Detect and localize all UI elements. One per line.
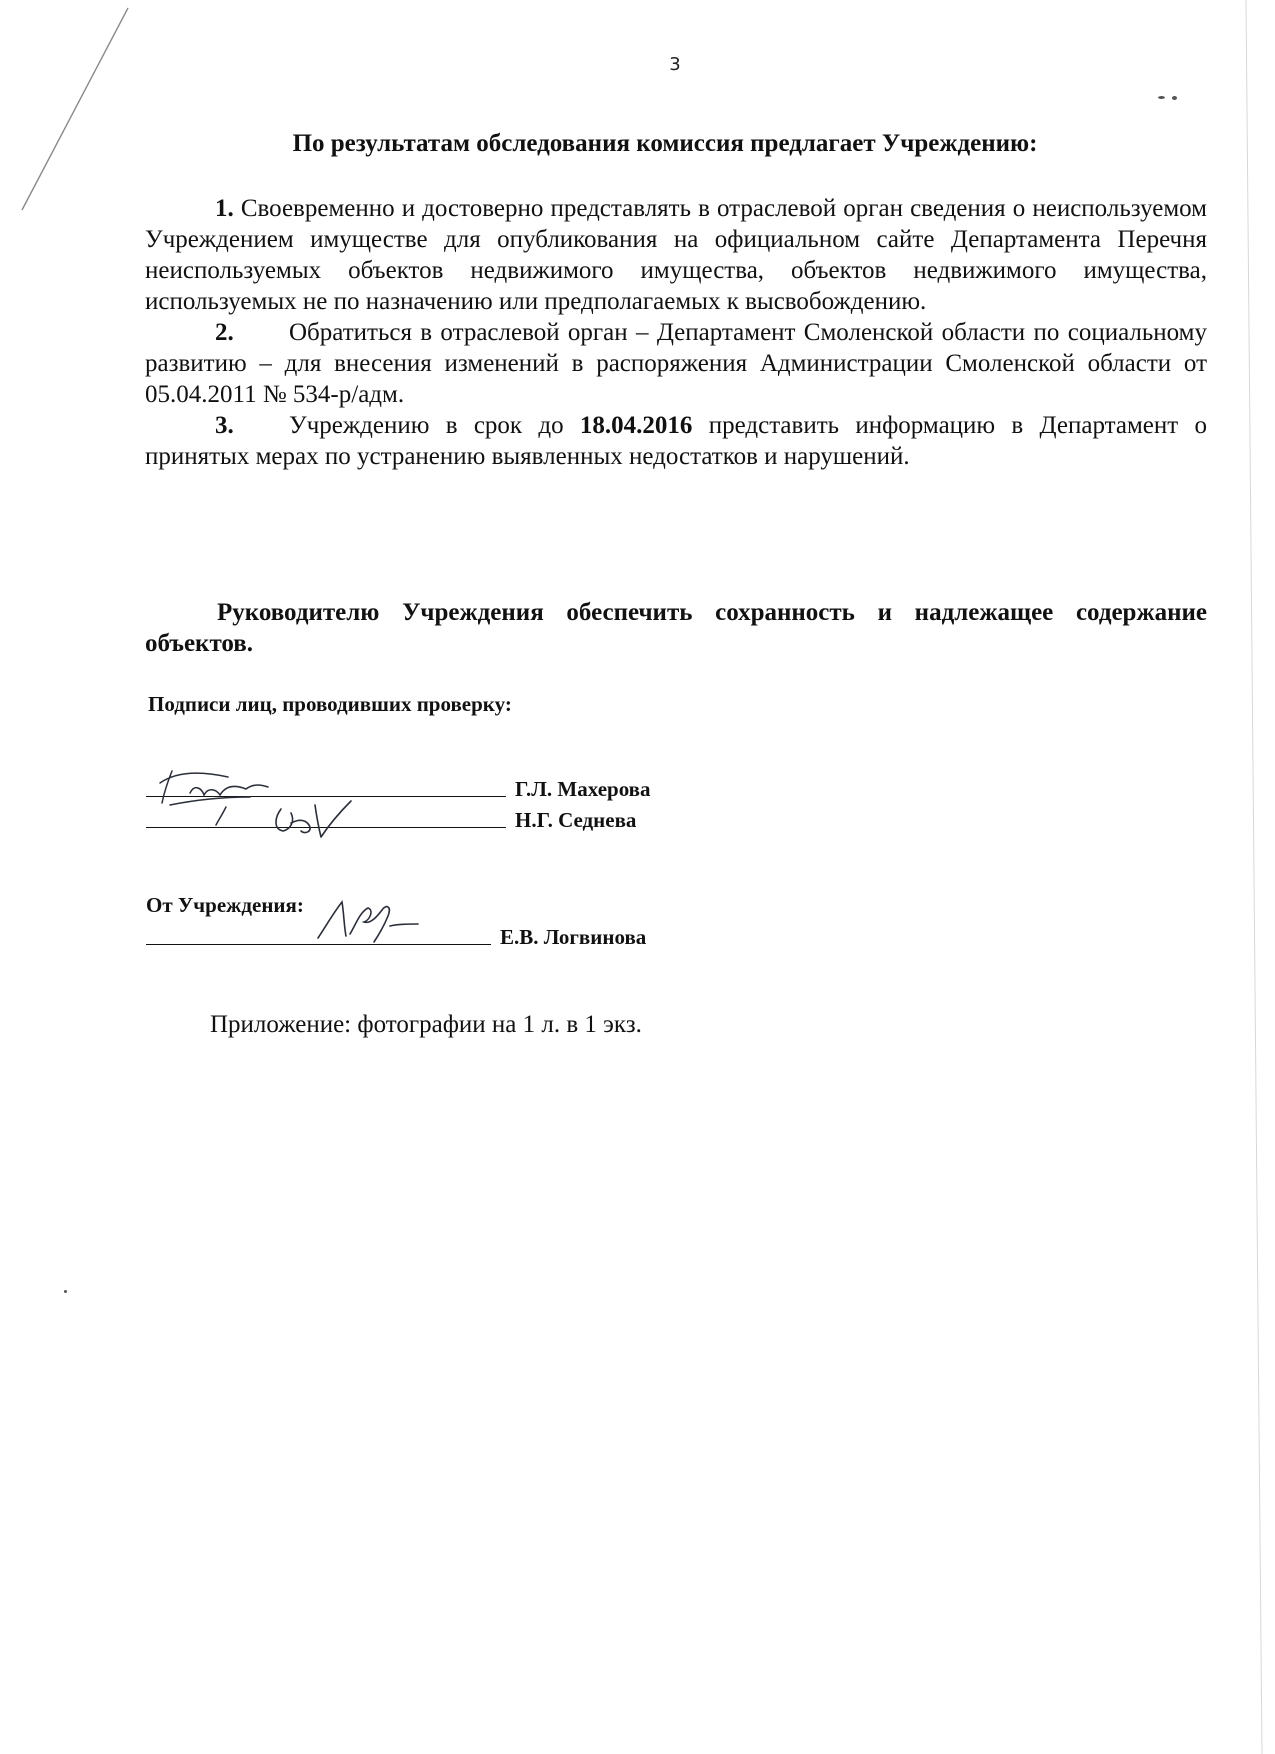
item-text: представить информацию в Департамент о принятых мерах по устранению выявленных недостатков и нарушений. <box>145 412 1207 470</box>
handwritten-signature <box>255 795 365 845</box>
proposal-item-3 <box>145 410 1207 472</box>
deadline-date: 18.04.2016 <box>579 412 693 439</box>
signatures-label: Подписи лиц, проводивших проверку: <box>148 692 512 716</box>
proposal-item-1 <box>145 193 1207 317</box>
institution-label: От Учреждения: <box>146 893 304 917</box>
scan-speck <box>1172 96 1177 100</box>
signatory-name: Г.Л. Махерова <box>515 777 651 801</box>
appendix-note: Приложение: фотографии на 1 л. в 1 экз. <box>210 1011 642 1038</box>
item-number: 1. <box>215 195 234 222</box>
director-instruction: Руководителю Учреждения обеспечить сохранность и надлежащее содержание объектов. <box>145 599 1207 657</box>
scan-speck <box>64 1290 67 1293</box>
item-text: Учреждению в срок до <box>289 412 580 439</box>
document-heading: По результатам обследования комиссия предлагает Учреждению: <box>292 130 1038 157</box>
signatory-name: Е.В. Логвинова <box>500 925 647 949</box>
scan-speck <box>1158 96 1165 99</box>
proposal-list <box>145 193 1207 472</box>
item-number: 3. <box>215 412 234 439</box>
signatory-name: Н.Г. Седнева <box>515 808 637 832</box>
item-text: Своевременно и достоверно представлять в отраслевой орган сведения о неиспользуемом Учреждением имуществе для опубликования на официальном сайте Департамента Перечня неиспользуемых объектов недвижимого имущества, объектов недвижимого имущества, используемых не по назначению или предполагаемых к высвобождению. <box>145 195 1208 315</box>
item-text: Обратиться в отраслевой орган – Департамент Смоленской области по социальному развитию – для внесения изменений в распоряжения Администрации Смоленской области от 05.04.2011 № 534-р/адм. <box>145 319 1207 408</box>
item-number: 2. <box>215 319 234 346</box>
proposal-item-2 <box>145 317 1207 410</box>
handwritten-signature <box>298 890 428 950</box>
page-number: 3 <box>669 54 681 75</box>
